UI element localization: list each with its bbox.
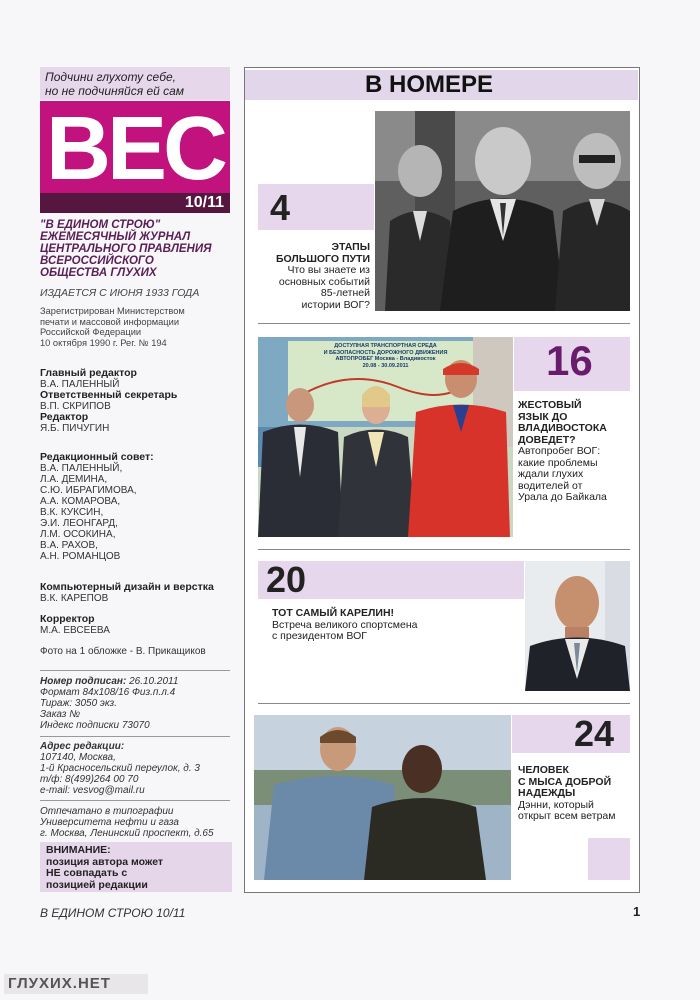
page-number[interactable]: 24 <box>574 713 615 754</box>
page-number-box <box>258 184 374 230</box>
council-member: А.Н. РОМАНЦОВ <box>40 551 121 562</box>
staff-editors <box>40 368 232 434</box>
footer-title: В ЕДИНОМ СТРОЮ 10/11 <box>40 906 186 920</box>
article-title: ЯЗЫК ДО <box>518 410 568 423</box>
contents-header <box>245 70 638 100</box>
staff-corrector <box>40 614 232 636</box>
logo-text: ВЕС <box>43 104 227 190</box>
council-member: Л.М. ОСОКИНА, <box>40 529 116 540</box>
address-email: e-mail: vesvog@mail.ru <box>40 785 145 796</box>
journal-description <box>40 219 232 279</box>
site-watermark: ГЛУХИХ.НЕТ <box>4 974 148 994</box>
divider <box>40 800 230 801</box>
journal-line: ЕЖЕМЕСЯЧНЫЙ ЖУРНАЛ <box>40 231 191 243</box>
banner-line: И БЕЗОПАСНОСТЬ ДОРОЖНОГО ДВИЖЕНИЯ <box>323 349 448 356</box>
council-member: Э.И. ЛЕОНГАРД, <box>40 518 118 529</box>
issue-number: 10/11 <box>184 194 224 211</box>
article-title: НАДЕЖДЫ <box>518 787 576 799</box>
separator <box>258 549 630 550</box>
council-member: В.К. КУКСИН, <box>40 507 104 518</box>
design-name: В.К. КАРЕПОВ <box>40 593 109 604</box>
editor-label: Редактор <box>40 411 89 423</box>
council-member: В.А. ПАЛЕННЫЙ, <box>40 463 123 474</box>
contents-item[interactable] <box>518 400 630 504</box>
article-summary: Дэнни, который <box>518 798 594 811</box>
article-summary: Автопробег ВОГ: <box>518 445 601 457</box>
address-label: Адрес редакции: <box>40 741 125 752</box>
article-summary: Что вы знаете из <box>287 264 370 276</box>
separator <box>258 703 630 704</box>
road-rally-photo <box>258 337 513 537</box>
printing-line: г. Москва, Ленинский проспект, д.65 <box>40 828 214 839</box>
council-member: С.Ю. ИБРАГИМОВА, <box>40 485 137 496</box>
karelin-photo <box>525 561 630 691</box>
printing-line: Отпечатано в типографии <box>40 806 174 817</box>
journal-line: "В ЕДИНОМ СТРОЮ" <box>40 219 161 231</box>
secretary-name: В.П. СКРИПОВ <box>40 401 111 412</box>
article-summary: 85-летней <box>320 287 370 299</box>
article-summary: Урала до Байкала <box>518 491 607 503</box>
registration-info <box>40 306 232 348</box>
contents-item[interactable] <box>272 608 522 643</box>
article-title: ЧЕЛОВЕК <box>518 764 569 776</box>
contents-title: В НОМЕРЕ <box>365 71 494 98</box>
chief-editor-label: Главный редактор <box>40 367 137 379</box>
article-summary: Встреча великого спортсмена <box>272 618 418 631</box>
page-number[interactable]: 4 <box>270 187 291 228</box>
author-position-notice <box>40 842 232 892</box>
article-summary: какие проблемы <box>518 456 598 469</box>
council-member: А.А. КОМАРОВА, <box>40 496 121 507</box>
address-phone: т/ф: 8(499)264 00 70 <box>40 774 139 785</box>
divider <box>40 736 230 737</box>
council-label: Редакционный совет: <box>40 451 154 463</box>
article-title: ЭТАПЫ <box>331 241 370 253</box>
tagline-line-2: но не подчиняйся ей сам <box>45 84 185 98</box>
separator <box>258 323 630 324</box>
signed-date: 26.10.2011 <box>126 676 179 687</box>
rally-banner <box>298 343 473 369</box>
article-title: ЖЕСТОВЫЙ <box>518 399 582 411</box>
print-run: Тираж: 3050 экз. <box>40 698 117 709</box>
article-title: ТОТ САМЫЙ КАРЕЛИН! <box>272 607 395 619</box>
contents-item[interactable] <box>518 765 630 823</box>
design-label: Компьютерный дизайн и верстка <box>40 581 214 593</box>
council-member: В.А. РАХОВ, <box>40 540 98 551</box>
issue-strip <box>40 193 230 213</box>
print-format: Формат 84х108/16 Физ.п.л.4 <box>40 687 176 698</box>
article-summary: открыт всем ветрам <box>518 810 616 822</box>
article-title: ДОВЕДЕТ? <box>518 433 576 446</box>
journal-line: ВСЕРОССИЙСКОГО <box>40 255 154 267</box>
staff-design <box>40 582 232 604</box>
magazine-logo <box>40 101 230 193</box>
article-summary: с президентом ВОГ <box>272 630 367 642</box>
journal-line: ОБЩЕСТВА ГЛУХИХ <box>40 267 157 279</box>
historic-photo <box>375 111 630 311</box>
article-title: ВЛАДИВОСТОКА <box>518 422 607 434</box>
editor-name: Я.Б. ПИЧУГИН <box>40 423 110 434</box>
notice-line: НЕ совпадать с <box>46 867 128 879</box>
corrector-name: М.А. ЕВСЕЕВА <box>40 625 110 636</box>
address-line: 107140, Москва, <box>40 752 116 763</box>
print-info <box>40 676 232 731</box>
founded-note: ИЗДАЕТСЯ С ИЮНЯ 1933 ГОДА <box>40 287 200 299</box>
page-number[interactable]: 16 <box>546 337 593 384</box>
tagline-line-1: Подчини глухоту себе, <box>45 70 176 84</box>
banner-line: АВТОПРОБЕГ Москва - Владивосток <box>335 356 436 362</box>
council-member: Л.А. ДЕМИНА, <box>40 474 108 485</box>
notice-line: позиция автора может <box>46 855 164 868</box>
article-title: С МЫСА ДОБРОЙ <box>518 775 612 788</box>
contents-item[interactable] <box>258 242 374 311</box>
printing-line: Университета нефти и газа <box>40 817 179 828</box>
address-line: 1-й Красносельский переулок, д. 3 <box>40 763 200 774</box>
page-number-box <box>512 715 630 753</box>
notice-line: позицией редакции <box>46 878 148 891</box>
print-order: Заказ № <box>40 709 81 720</box>
editorial-council <box>40 452 232 562</box>
decorative-box <box>588 838 630 880</box>
article-title: БОЛЬШОГО ПУТИ <box>275 252 370 265</box>
page-number-box <box>258 561 524 599</box>
reg-line: Российской Федерации <box>40 327 142 337</box>
cover-photo-credit: Фото на 1 обложке - В. Прикащиков <box>40 646 206 657</box>
page-number[interactable]: 20 <box>266 559 307 600</box>
chief-editor-name: В.А. ПАЛЕННЫЙ <box>40 379 120 390</box>
article-summary: водителей от <box>518 479 583 492</box>
article-summary: ждали глухих <box>518 468 584 480</box>
notice-line: ВНИМАНИЕ: <box>46 844 111 856</box>
masthead-tagline <box>40 67 230 100</box>
signed-label: Номер подписан: <box>40 676 127 687</box>
reg-line: Зарегистрирован Министерством <box>40 306 185 316</box>
page-number-footer: 1 <box>633 904 641 919</box>
banner-line: ДОСТУПНАЯ ТРАНСПОРТНАЯ СРЕДА <box>334 343 437 349</box>
editorial-address <box>40 741 232 796</box>
secretary-label: Ответственный секретарь <box>40 389 178 401</box>
subscription-index: Индекс подписки 73070 <box>40 720 150 731</box>
reg-line: 10 октября 1990 г. Рег. № 194 <box>40 337 167 348</box>
article-summary: истории ВОГ? <box>301 298 370 311</box>
article-summary: основных событий <box>278 275 370 288</box>
divider <box>40 670 230 671</box>
corrector-label: Корректор <box>40 613 95 625</box>
printing-house <box>40 806 232 839</box>
journal-line: ЦЕНТРАЛЬНОГО ПРАВЛЕНИЯ <box>40 243 212 255</box>
banner-line: 20.08 - 30.09.2011 <box>362 362 409 369</box>
page-number-box <box>514 337 630 391</box>
danny-photo <box>254 715 511 880</box>
reg-line: печати и массовой информации <box>40 316 180 327</box>
